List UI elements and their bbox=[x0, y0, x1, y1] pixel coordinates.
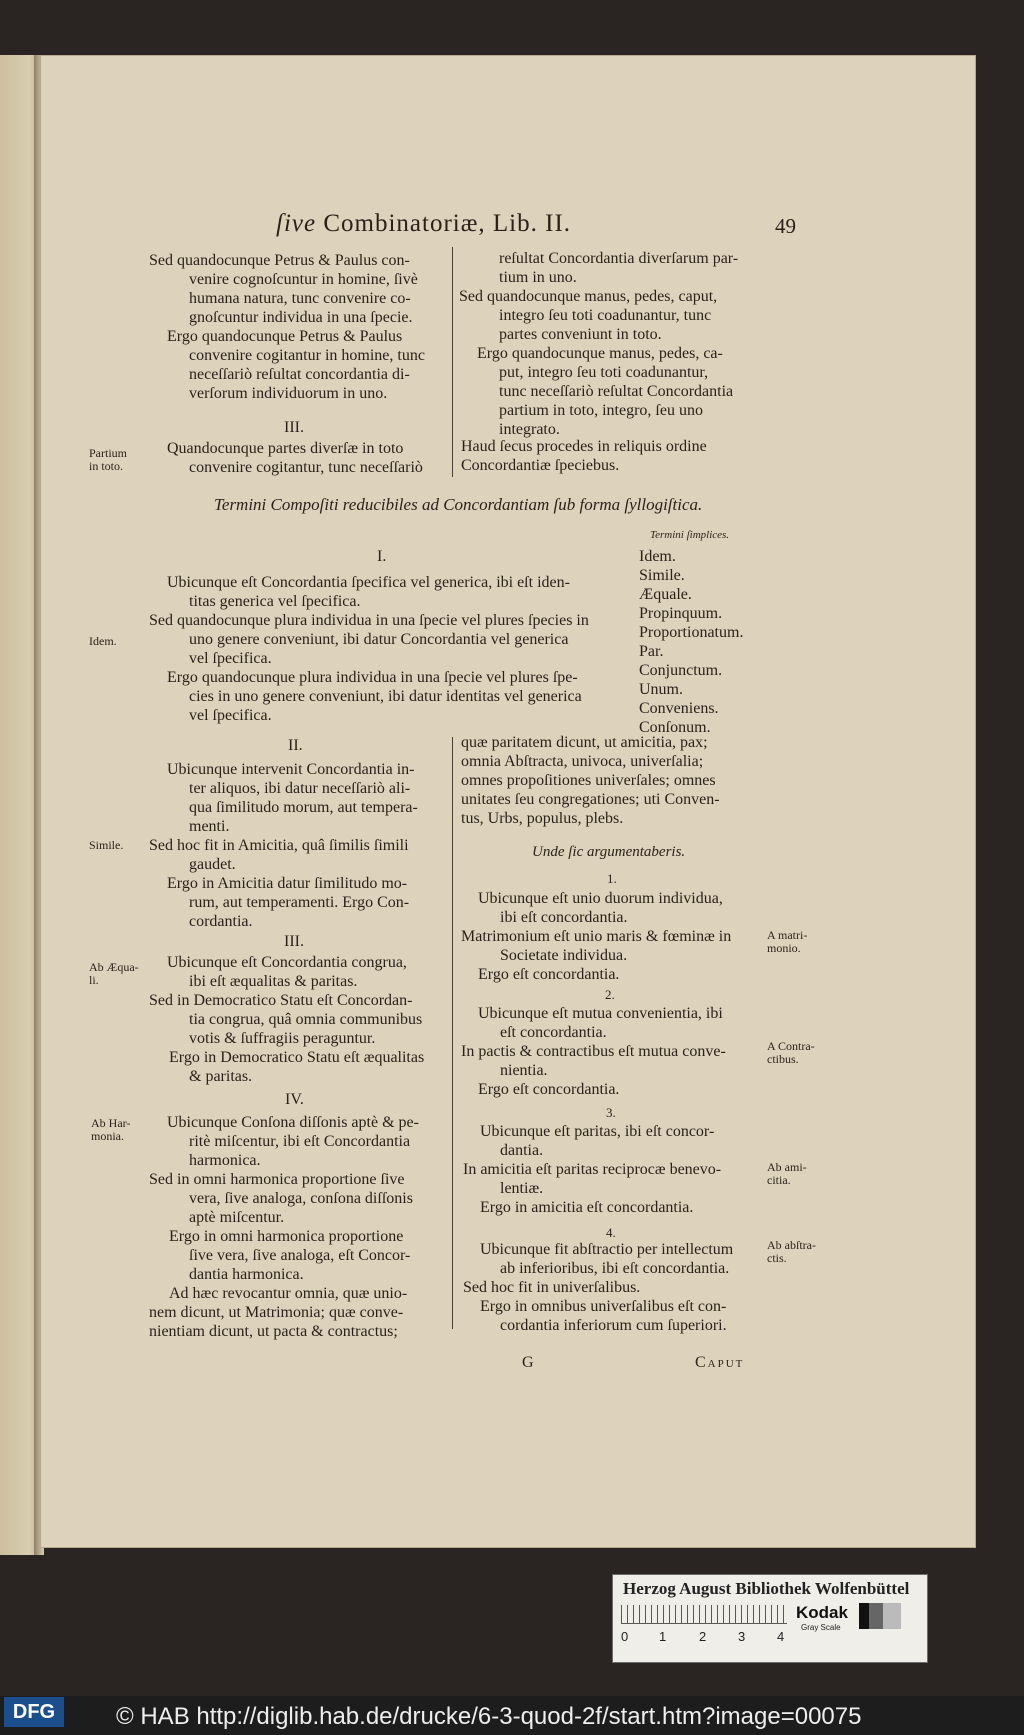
text-line: Ubicunque eſt unio duorum individua, bbox=[478, 890, 723, 907]
text-line: & paritas. bbox=[189, 1068, 253, 1085]
text-line: vel ſpecifica. bbox=[189, 707, 272, 724]
margin-note-abaequali: Ab Æqua- li. bbox=[89, 960, 139, 987]
text-line: Ubicunque fit abſtractio per intellectum bbox=[480, 1241, 734, 1258]
text-line: menti. bbox=[189, 818, 230, 835]
section-number: III. bbox=[284, 419, 304, 436]
argument-title: Unde ſic argumentaberis. bbox=[532, 844, 686, 860]
text-line: gnoſcuntur individua in una ſpecie. bbox=[189, 309, 413, 326]
text-line: Quandocunque partes diverſæ in toto bbox=[167, 440, 404, 457]
section-number: 3. bbox=[606, 1105, 616, 1120]
text-line: Matrimonium eſt unio maris & fœminæ in bbox=[461, 928, 732, 945]
simplices-title: Termini ſimplices. bbox=[650, 529, 730, 541]
text-line: ſive vera, ſive analoga, eſt Concor- bbox=[189, 1247, 411, 1264]
text-line: tunc neceſſariò reſultat Concordantia bbox=[499, 383, 734, 400]
text-line: Ubicunque eſt Concordantia ſpecifica vel generica, ibi eſt iden- bbox=[167, 574, 570, 591]
text-line: partium in toto, integro, ſeu uno bbox=[499, 402, 703, 419]
gray-swatch bbox=[859, 1603, 869, 1629]
text-line: dantia harmonica. bbox=[189, 1266, 304, 1283]
margin-note-abstractis: Ab abſtra- ctis. bbox=[767, 1238, 816, 1265]
text-line: Ergo in amicitia eſt concordantia. bbox=[480, 1199, 694, 1216]
text-line: gaudet. bbox=[189, 856, 236, 873]
library-name: Herzog August Bibliothek Wolfenbüttel bbox=[623, 1579, 910, 1598]
page-number: 49 bbox=[775, 214, 796, 238]
text-line: harmonica. bbox=[189, 1152, 261, 1169]
text-line: Ubicunque eſt paritas, ibi eſt concor- bbox=[480, 1123, 715, 1140]
text-line: qua ſimilitudo morum, aut tempera- bbox=[189, 799, 418, 816]
scale-ruler bbox=[621, 1605, 787, 1624]
text-line: vera, ſive analoga, conſona diſſonis bbox=[189, 1190, 413, 1207]
text-line: put, integro ſeu toti coadunantur, bbox=[499, 364, 709, 381]
text-line: partes conveniunt in toto. bbox=[499, 326, 662, 343]
text-line: rum, aut temperamenti. Ergo Con- bbox=[189, 894, 410, 911]
dfg-logo: DFG bbox=[4, 1697, 64, 1727]
margin-note-matrimonio: A matri- monio. bbox=[767, 928, 808, 955]
text-line: Sed quandocunque manus, pedes, caput, bbox=[459, 288, 718, 305]
text-line: Ubicunque Conſona diſſonis aptè & pe- bbox=[167, 1114, 419, 1131]
column-divider bbox=[452, 737, 453, 1329]
ruler-tick-label: 1 bbox=[659, 1629, 667, 1644]
section-number: III. bbox=[284, 933, 304, 950]
text-line: ibi eſt concordantia. bbox=[500, 909, 628, 926]
text-line: aptè miſcentur. bbox=[189, 1209, 285, 1226]
catchword: Caput bbox=[695, 1354, 745, 1371]
margin-note-abharmonia: Ab Har- monia. bbox=[91, 1116, 131, 1143]
text-line: Haud ſecus procedes in reliquis ordine bbox=[461, 438, 707, 455]
text-line: Ergo in omnibus univerſalibus eſt con- bbox=[480, 1298, 727, 1315]
section-number: 2. bbox=[605, 987, 615, 1002]
ruler-tick-label: 3 bbox=[738, 1629, 746, 1644]
simplex-term: Simile. bbox=[639, 567, 685, 584]
text-line: Ergo in omni harmonica proportione bbox=[169, 1228, 404, 1245]
book-page bbox=[40, 55, 976, 1548]
simplex-term: Unum. bbox=[639, 681, 683, 698]
text-line: nem dicunt, ut Matrimonia; quæ conve- bbox=[149, 1304, 404, 1321]
text-line: quæ paritatem dicunt, ut amicitia, pax; bbox=[461, 734, 708, 751]
text-line: Ad hæc revocantur omnia, quæ unio- bbox=[169, 1285, 408, 1302]
text-line: votis & ſuffragiis peraguntur. bbox=[189, 1030, 376, 1047]
text-line: Sed quandocunque Petrus & Paulus con- bbox=[149, 252, 410, 269]
ruler-tick-label: 0 bbox=[621, 1629, 629, 1644]
text-line: Ergo quandocunque manus, pedes, ca- bbox=[477, 345, 723, 362]
text-line: Sed in Democratico Statu eſt Concordan- bbox=[149, 992, 413, 1009]
text-line: Ubicunque eſt Concordantia congrua, bbox=[167, 954, 407, 971]
text-line: integrato. bbox=[499, 421, 560, 438]
text-line: Ergo in Democratico Statu eſt æqualitas bbox=[169, 1049, 425, 1066]
section-number: II. bbox=[288, 737, 303, 754]
text-line: vel ſpecifica. bbox=[189, 650, 272, 667]
text-line: unitates ſeu congregationes; uti Conven- bbox=[461, 791, 720, 808]
margin-note-contractibus: A Contra- ctibus. bbox=[767, 1039, 815, 1066]
text-line: ter aliquos, ibi datur neceſſariò ali- bbox=[189, 780, 411, 797]
simplex-term: Conveniens. bbox=[639, 700, 719, 717]
gray-swatch bbox=[869, 1603, 883, 1629]
text-line: Ergo quandocunque Petrus & Paulus bbox=[167, 328, 403, 345]
section-number: IV. bbox=[285, 1091, 304, 1108]
column-divider bbox=[452, 247, 453, 477]
text-line: cies in uno genere conveniunt, ibi datur identitas vel generica bbox=[189, 688, 582, 705]
text-line: reſultat Concordantia diverſarum par- bbox=[499, 250, 739, 267]
text-line: uno genere conveniunt, ibi datur Concordantia vel generica bbox=[189, 631, 569, 648]
text-line: nientia. bbox=[500, 1062, 548, 1079]
margin-note-amicitia: Ab ami- citia. bbox=[767, 1160, 807, 1187]
text-line: humana natura, tunc convenire co- bbox=[189, 290, 411, 307]
text-line: cordantia. bbox=[189, 913, 253, 930]
signature-mark: G bbox=[522, 1354, 534, 1371]
text-line: In amicitia eſt paritas reciprocæ benevo- bbox=[463, 1161, 722, 1178]
text-line: omnes propoſitiones univerſales; omnes bbox=[461, 772, 716, 789]
simplex-term: Conjunctum. bbox=[639, 662, 723, 679]
simplex-term: Proportionatum. bbox=[639, 624, 744, 641]
text-line: neceſſariò reſultat concordantia di- bbox=[189, 366, 410, 383]
text-line: nientiam dicunt, ut pacta & contractus; bbox=[149, 1323, 398, 1340]
simplex-term: Æquale. bbox=[639, 586, 692, 603]
margin-note-simile: Simile. bbox=[89, 838, 124, 852]
text-line: Ergo eſt concordantia. bbox=[478, 1081, 620, 1098]
text-line: Ergo quandocunque plura individua in una ſpecie vel plures ſpe- bbox=[167, 669, 578, 686]
gray-swatch bbox=[883, 1603, 901, 1629]
text-line: Sed hoc fit in univerſalibus. bbox=[463, 1279, 641, 1296]
text-line: ibi eſt æqualitas & paritas. bbox=[189, 973, 358, 990]
text-line: Sed in omni harmonica proportione ſive bbox=[149, 1171, 405, 1188]
margin-note-idem: Idem. bbox=[89, 634, 117, 648]
source-url[interactable]: © HAB http://diglib.hab.de/drucke/6-3-quod-2f/start.htm?image=00075 bbox=[116, 1703, 862, 1730]
text-line: Ubicunque eſt mutua convenientia, ibi bbox=[478, 1005, 723, 1022]
text-line: ab inferioribus, ibi eſt concordantia. bbox=[500, 1260, 730, 1277]
text-line: verſorum individuorum in uno. bbox=[189, 385, 388, 402]
text-line: Ergo eſt concordantia. bbox=[478, 966, 620, 983]
simplex-term: Propinquum. bbox=[639, 605, 723, 622]
text-line: tus, Urbs, populus, plebs. bbox=[461, 810, 624, 827]
text-line: convenire cogitantur, tunc neceſſariò bbox=[189, 459, 423, 476]
section-number: I. bbox=[377, 548, 387, 565]
simplex-term: Par. bbox=[639, 643, 664, 660]
text-line: titas generica vel ſpecifica. bbox=[189, 593, 361, 610]
section-number: 4. bbox=[606, 1225, 616, 1240]
text-line: venire cognoſcuntur in homine, ſivè bbox=[189, 271, 418, 288]
text-line: ritè miſcentur, ibi eſt Concordantia bbox=[189, 1133, 411, 1150]
library-label bbox=[612, 1574, 928, 1663]
section-title: Termini Compoſiti reducibiles ad Concordantiam ſub forma ſyllogiſtica. bbox=[214, 495, 703, 514]
ruler-tick-label: 2 bbox=[699, 1629, 707, 1644]
text-line: Sed quandocunque plura individua in una ſpecie vel plures ſpecies in bbox=[149, 612, 589, 629]
text-line: cordantia inferiorum cum ſuperiori. bbox=[500, 1317, 727, 1334]
text-line: Concordantiæ ſpeciebus. bbox=[461, 457, 620, 474]
text-line: In pactis & contractibus eſt mutua conve- bbox=[461, 1043, 726, 1060]
text-line: Ubicunque intervenit Concordantia in- bbox=[167, 761, 415, 778]
text-line: lentiæ. bbox=[500, 1180, 544, 1197]
grayscale-caption: Gray Scale bbox=[801, 1623, 841, 1632]
simplex-term: Conſonum. bbox=[639, 719, 711, 736]
text-line: eſt concordantia. bbox=[500, 1024, 607, 1041]
text-line: integro ſeu toti coadunantur, tunc bbox=[499, 307, 712, 324]
simplex-term: Idem. bbox=[639, 548, 676, 565]
kodak-logo: Kodak bbox=[796, 1603, 848, 1622]
text-line: tium in uno. bbox=[499, 269, 577, 286]
text-line: convenire cogitantur in homine, tunc bbox=[189, 347, 425, 364]
margin-note-partium: Partium in toto. bbox=[89, 446, 127, 473]
text-line: tia congrua, quâ omnia communibus bbox=[189, 1011, 423, 1028]
section-number: 1. bbox=[607, 871, 617, 886]
text-line: Ergo in Amicitia datur ſimilitudo mo- bbox=[167, 875, 408, 892]
ruler-tick-label: 4 bbox=[777, 1629, 785, 1644]
text-line: dantia. bbox=[500, 1142, 544, 1159]
running-head: ſive Combinatoriæ, Lib. II. bbox=[276, 210, 572, 237]
text-line: Societate individua. bbox=[500, 947, 628, 964]
text-line: Sed hoc fit in Amicitia, quâ ſimilis ſimili bbox=[149, 837, 409, 854]
text-line: omnia Abſtracta, univoca, univerſalia; bbox=[461, 753, 704, 770]
